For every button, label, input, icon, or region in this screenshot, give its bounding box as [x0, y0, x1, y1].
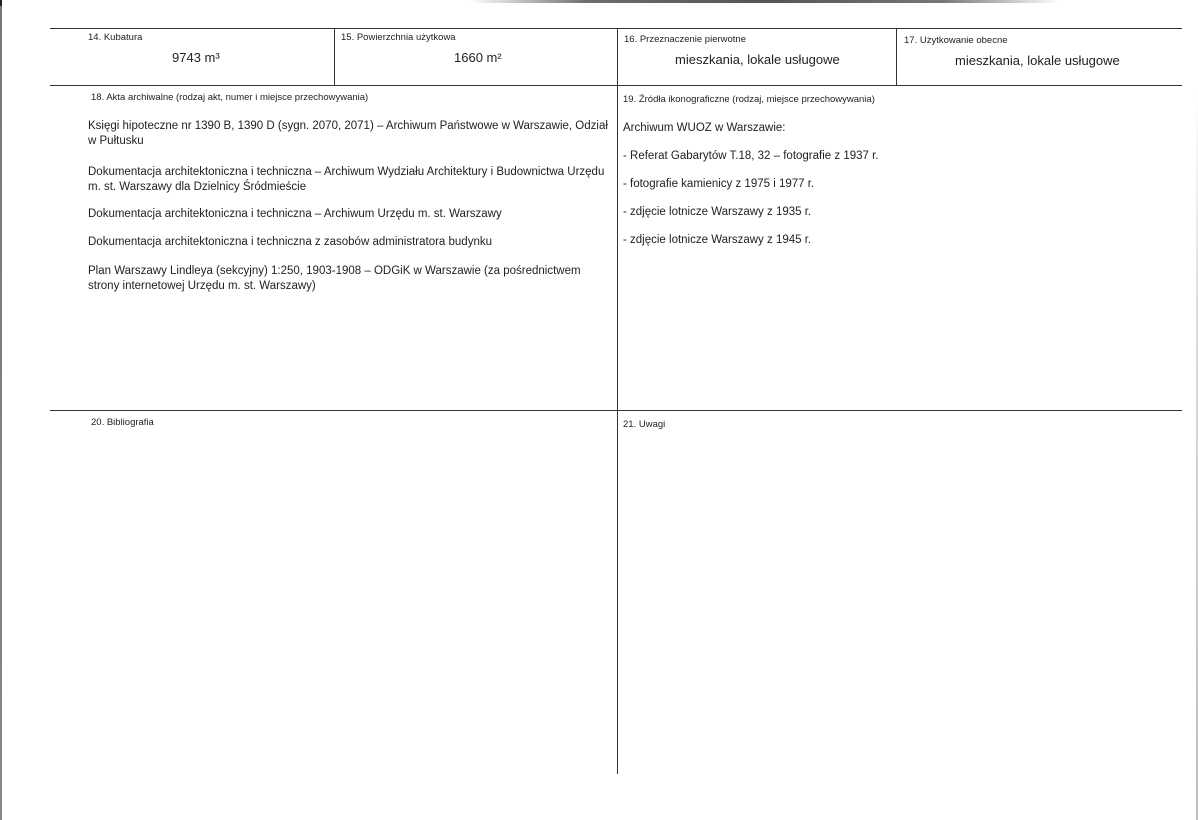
field-19-label: 19. Źródła ikonograficzne (rodzaj, miejsce przechowywania): [623, 94, 875, 105]
field-20-label: 20. Bibliografia: [91, 417, 154, 428]
field-14-value: 9743 m³: [172, 50, 220, 65]
field-18-entry: Dokumentacja architektoniczna i techniczna – Archiwum Urzędu m. st. Warszawy: [88, 208, 502, 220]
field-14-label: 14. Kubatura: [88, 32, 143, 43]
field-19-entry: - zdjęcie lotnicze Warszawy z 1945 r.: [623, 234, 812, 246]
divider-main: [617, 28, 618, 774]
field-18-entry: Plan Warszawy Lindleya (sekcyjny) 1:250, 1903-1908 – ODGiK w Warszawie (za pośrednictwem strony internetowej Urzędu m. st. Warszawy): [88, 265, 581, 292]
field-15-value: 1660 m²: [454, 50, 502, 65]
field-17-value: mieszkania, lokale usługowe: [955, 53, 1120, 68]
field-21-label: 21. Uwagi: [623, 419, 666, 430]
field-19-entry: - fotografie kamienicy z 1975 i 1977 r.: [623, 178, 815, 190]
field-19-entry: Archiwum WUOZ w Warszawie:: [623, 122, 786, 134]
divider-14-15: [334, 28, 335, 85]
row-top-border: [50, 28, 1182, 29]
field-18-entry: Dokumentacja architektoniczna i techniczna – Archiwum Wydziału Architektury i Budownictwa Urzędu m. st. Warszawy dla Dzielnicy Śródmieście: [88, 166, 605, 193]
scan-edge-top: [470, 0, 1060, 3]
field-18-entry: Dokumentacja architektoniczna i techniczna z zasobów administratora budynku: [88, 236, 492, 248]
field-16-label: 16. Przeznaczenie pierwotne: [624, 34, 746, 45]
scan-edge-left: [0, 0, 2, 820]
field-17-label: 17. Użytkowanie obecne: [904, 35, 1008, 46]
row2-bottom-border: [50, 410, 1182, 411]
field-18-label: 18. Akta archiwalne (rodzaj akt, numer i miejsce przechowywania): [91, 92, 369, 103]
field-19-entry: - Referat Gabarytów T.18, 32 – fotografie z 1937 r.: [623, 150, 879, 162]
divider-16-17: [896, 28, 897, 85]
field-18-entry: Księgi hipoteczne nr 1390 B, 1390 D (sygn. 2070, 2071) – Archiwum Państwowe w Warszawie, Odział w Pułtusku: [88, 120, 608, 147]
field-15-label: 15. Powierzchnia użytkowa: [341, 32, 456, 43]
field-19-entry: - zdjęcie lotnicze Warszawy z 1935 r.: [623, 206, 812, 218]
row1-bottom-border: [50, 85, 1182, 86]
field-16-value: mieszkania, lokale usługowe: [675, 52, 840, 67]
